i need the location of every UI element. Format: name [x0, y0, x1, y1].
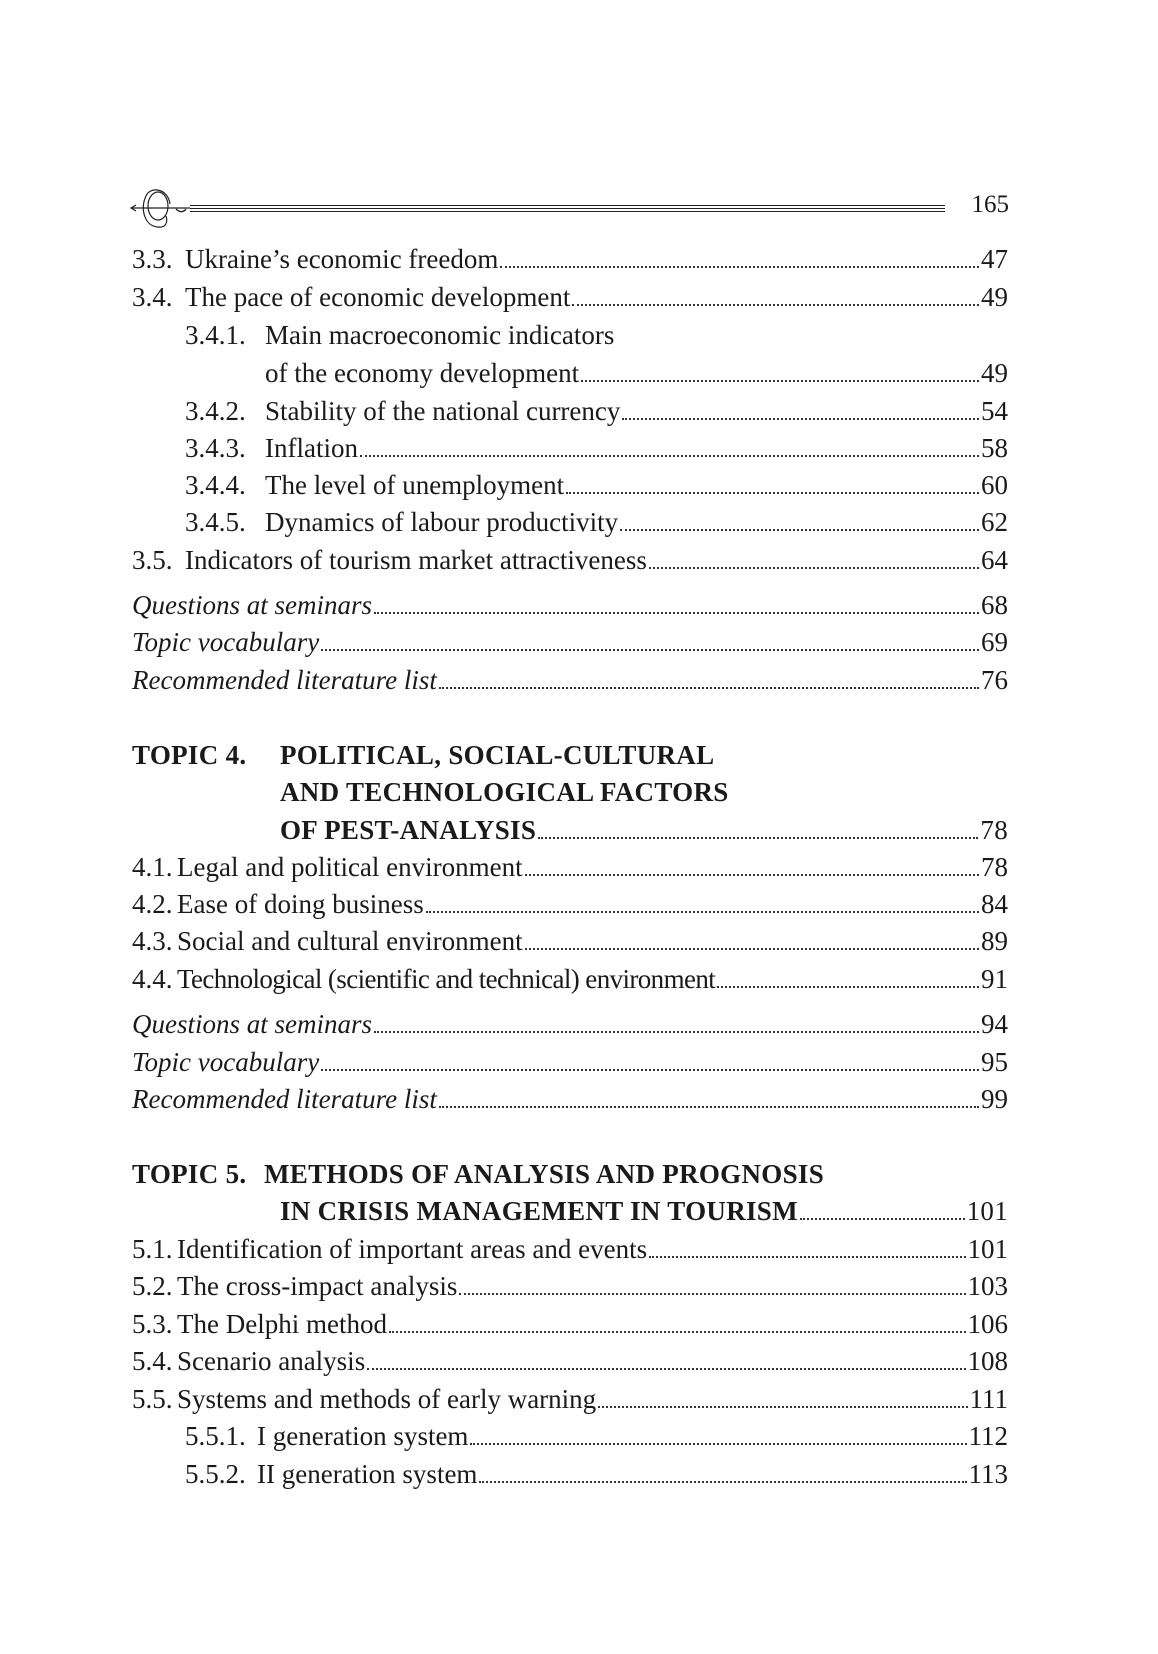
entry-title: Legal and political environment — [177, 852, 523, 882]
dot-leader — [800, 1192, 965, 1230]
dot-leader — [649, 541, 979, 579]
entry-number: 5.3. — [132, 1309, 173, 1339]
toc-entry[interactable] — [132, 885, 1008, 923]
entry-title: Topic vocabulary — [132, 1047, 320, 1077]
entry-page: 111 — [969, 1384, 1008, 1414]
entry-title: The pace of economic development — [185, 282, 571, 312]
entry-title: I generation system — [257, 1421, 469, 1451]
entry-title: The cross-impact analysis — [177, 1271, 458, 1301]
topic-title-line: POLITICAL, SOCIAL-CULTURAL — [280, 740, 715, 770]
dot-leader — [649, 1230, 965, 1268]
topic-title-line: IN CRISIS MANAGEMENT IN TOURISM — [280, 1196, 798, 1226]
toc-entry[interactable] — [132, 1342, 1008, 1380]
entry-page: 99 — [981, 1084, 1008, 1114]
entry-title: Recommended literature list — [132, 1084, 437, 1114]
entry-title: II generation system — [257, 1459, 478, 1489]
dot-leader — [622, 392, 979, 430]
entry-page: 49 — [981, 282, 1008, 312]
entry-page: 68 — [981, 590, 1008, 620]
dot-leader — [717, 960, 979, 998]
topic-4-heading-line-2 — [280, 773, 1008, 811]
entry-number: 3.4.2. — [185, 396, 246, 426]
entry-number: 5.5.2. — [185, 1459, 246, 1489]
toc-entry[interactable] — [132, 1230, 1008, 1268]
circle-arrow-ornament-icon — [130, 182, 190, 232]
entry-number: 5.4. — [132, 1346, 173, 1376]
toc-extra-literature[interactable] — [132, 661, 1008, 699]
entry-number: 5.5.1. — [185, 1421, 246, 1451]
dot-leader — [525, 922, 979, 960]
entry-page: 112 — [968, 1421, 1008, 1451]
entry-title: Ease of doing business — [177, 889, 424, 919]
toc-extra-vocabulary[interactable] — [132, 623, 1008, 661]
entry-title: Ukraine’s economic freedom — [185, 244, 499, 274]
entry-number: 3.5. — [132, 545, 173, 575]
topic-title-line: METHODS OF ANALYSIS AND PROGNOSIS — [264, 1159, 825, 1189]
topic-label: TOPIC 4. — [132, 740, 247, 770]
dot-leader — [374, 1005, 979, 1043]
entry-page: 49 — [981, 358, 1008, 388]
topic-title-line: AND TECHNOLOGICAL FACTORS — [280, 777, 729, 807]
entry-page: 91 — [981, 964, 1008, 994]
dot-leader — [598, 1380, 967, 1418]
entry-title: Inflation — [265, 433, 358, 463]
entry-number: 3.4.3. — [185, 433, 246, 463]
dot-leader — [525, 848, 979, 886]
dot-leader — [374, 586, 979, 624]
dot-leader — [572, 278, 979, 316]
toc-extra-vocabulary[interactable] — [132, 1043, 1008, 1081]
entry-title: Topic vocabulary — [132, 627, 320, 657]
page-number: 165 — [971, 191, 1009, 218]
entry-page: 78 — [980, 815, 1008, 845]
dot-leader — [581, 354, 979, 392]
dot-leader — [500, 240, 979, 278]
entry-title: Identification of important areas and events — [177, 1234, 648, 1264]
dot-leader — [439, 661, 979, 699]
entry-page: 94 — [981, 1009, 1008, 1039]
toc-entry[interactable] — [185, 503, 1008, 541]
entry-page: 69 — [981, 627, 1008, 657]
dot-leader — [616, 316, 1006, 354]
entry-title: Questions at seminars — [132, 1009, 373, 1039]
toc-entry[interactable] — [185, 429, 1008, 467]
toc-entry[interactable] — [132, 541, 1008, 579]
entry-number: 3.4.1. — [185, 320, 246, 350]
dot-leader — [566, 466, 979, 504]
entry-page: 62 — [981, 507, 1008, 537]
entry-page: 101 — [966, 1196, 1008, 1226]
entry-number: 5.5. — [132, 1384, 173, 1414]
toc-entry[interactable] — [185, 316, 1008, 354]
toc-entry-continuation[interactable] — [265, 354, 1008, 392]
entry-title: Systems and methods of early warning — [177, 1384, 597, 1414]
dot-leader — [321, 1043, 979, 1081]
entry-page: 60 — [981, 470, 1008, 500]
toc-entry[interactable] — [132, 960, 1008, 998]
toc-entry[interactable] — [185, 1417, 1008, 1455]
toc-entry[interactable] — [185, 392, 1008, 430]
toc-entry[interactable] — [132, 1305, 1008, 1343]
entry-page: 103 — [967, 1271, 1008, 1301]
topic-4-heading-line-3[interactable] — [280, 811, 1008, 849]
entry-page: 113 — [968, 1459, 1008, 1489]
entry-number: 3.4.5. — [185, 507, 246, 537]
dot-leader — [716, 736, 1006, 774]
entry-title: Questions at seminars — [132, 590, 373, 620]
dot-leader — [389, 1305, 966, 1343]
entry-number: 4.4. — [132, 964, 173, 994]
toc-entry[interactable] — [185, 1455, 1008, 1493]
entry-title: Recommended literature list — [132, 665, 437, 695]
entry-page: 95 — [981, 1047, 1008, 1077]
entry-title: Indicators of tourism market attractiveness — [185, 545, 647, 575]
dot-leader — [360, 429, 979, 467]
entry-page: 108 — [967, 1346, 1008, 1376]
entry-page: 54 — [981, 396, 1008, 426]
entry-page: 76 — [981, 665, 1008, 695]
entry-title: The Delphi method — [177, 1309, 387, 1339]
entry-page: 47 — [981, 244, 1008, 274]
toc-entry[interactable] — [185, 466, 1008, 504]
toc-extra-questions[interactable] — [132, 1005, 1008, 1043]
entry-number: 3.4.4. — [185, 470, 246, 500]
entry-number: 5.1. — [132, 1234, 173, 1264]
entry-page: 101 — [967, 1234, 1008, 1264]
entry-title: Stability of the national currency — [265, 396, 621, 426]
topic-title-line: OF PEST-ANALYSIS — [280, 815, 537, 845]
entry-title: of the economy development — [265, 358, 580, 388]
entry-page: 58 — [981, 433, 1008, 463]
dot-leader — [367, 1342, 965, 1380]
toc-entry[interactable] — [132, 1267, 1008, 1305]
dot-leader — [538, 811, 978, 849]
toc-entry[interactable] — [132, 240, 1008, 278]
topic-label: TOPIC 5. — [132, 1159, 247, 1189]
dot-leader — [620, 503, 979, 541]
toc-entry[interactable] — [132, 1380, 1008, 1418]
dot-leader — [826, 1155, 1006, 1193]
entry-title: Social and cultural environment — [177, 926, 523, 956]
dot-leader — [426, 885, 979, 923]
entry-page: 64 — [981, 545, 1008, 575]
entry-number: 3.4. — [132, 282, 173, 312]
toc-entry[interactable] — [132, 922, 1008, 960]
entry-page: 106 — [967, 1309, 1008, 1339]
header-rule-middle — [190, 208, 945, 209]
entry-number: 3.3. — [132, 244, 173, 274]
dot-leader — [470, 1417, 966, 1455]
entry-number: 4.3. — [132, 926, 173, 956]
entry-number: 5.2. — [132, 1271, 173, 1301]
topic-4-heading[interactable] — [132, 736, 1008, 774]
dot-leader — [479, 1455, 966, 1493]
toc-entry[interactable] — [132, 278, 1008, 316]
entry-title: The level of unemployment — [265, 470, 565, 500]
toc-extra-questions[interactable] — [132, 586, 1008, 624]
dot-leader — [321, 623, 979, 661]
topic-5-heading[interactable] — [132, 1155, 1008, 1193]
entry-page: 89 — [981, 926, 1008, 956]
dot-leader — [439, 1080, 979, 1118]
toc-entry[interactable] — [132, 848, 1008, 886]
entry-number: 4.2. — [132, 889, 173, 919]
topic-5-heading-line-2[interactable] — [280, 1192, 1008, 1230]
dot-leader — [731, 773, 1006, 811]
entry-title: Technological (scientific and technical) environment — [177, 964, 716, 994]
entry-title: Dynamics of labour productivity — [265, 507, 619, 537]
entry-page: 78 — [981, 852, 1008, 882]
toc-extra-literature[interactable] — [132, 1080, 1008, 1118]
entry-number: 4.1. — [132, 852, 173, 882]
entry-title: Scenario analysis — [177, 1346, 366, 1376]
dot-leader — [459, 1267, 965, 1305]
entry-title: Main macroeconomic indicators — [265, 320, 615, 350]
entry-page: 84 — [981, 889, 1008, 919]
